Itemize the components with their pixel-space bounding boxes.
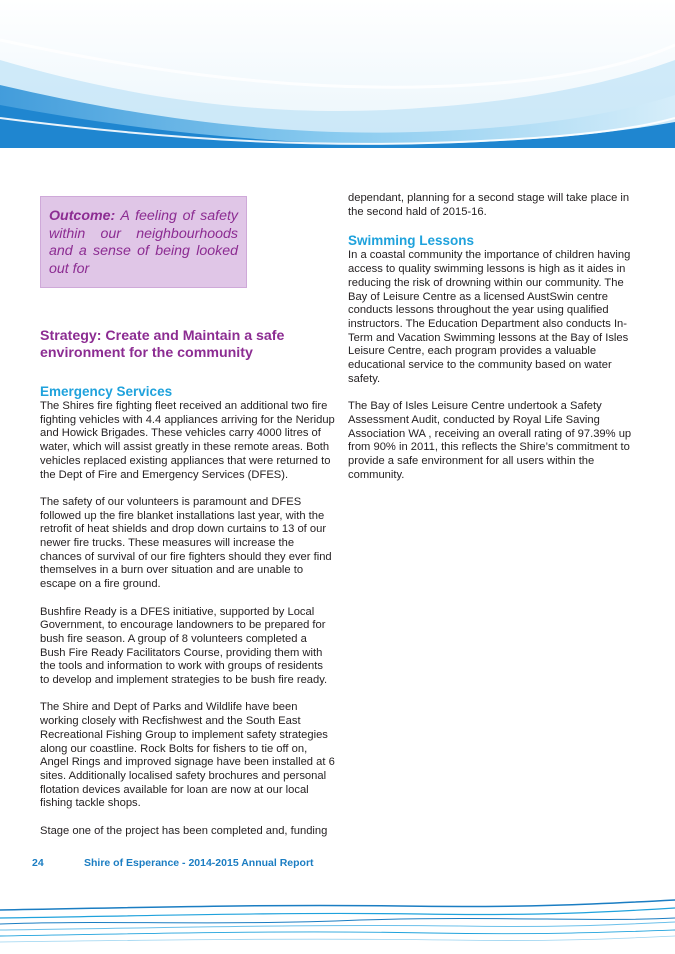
outcome-text [49, 208, 238, 278]
emergency-paragraph: The Shire and Dept of Parks and Wildlife have been working closely with Recfishwest and the South East Recreational Fishing Group to implement safety strategies along our coastline. Rock Bolts for fishers to tie off on, Angel Rings and improved signage have been installed at 6 sites. Additionally localised safety brochures and personal flotation devices available for loan are now at our local fishing tackle shops. [40, 701, 335, 810]
emergency-paragraph: Bushfire Ready is a DFES initiative, supported by Local Government, to encourage landowners to be prepared for bush fire season. A group of 8 volunteers completed a Bush Fire Ready Facilitators Course, providing them with the tools and information to work with groups of residents to develop and implement strategies to be bush fire ready. [40, 605, 328, 687]
header-wave-graphic [0, 0, 675, 160]
continuation-paragraph: dependant, planning for a second stage will take place in the second hald of 2015-16. [348, 192, 630, 218]
report-title: Shire of Esperance - 2014-2015 Annual Report [84, 857, 314, 869]
outcome-callout [40, 196, 247, 288]
emergency-paragraph: Stage one of the project has been completed and, funding [40, 824, 328, 837]
swimming-lessons-heading: Swimming Lessons [348, 233, 475, 249]
outcome-description: A feeling of safety within our neighbourhoods and a sense of being looked out for [49, 208, 238, 277]
emergency-paragraph: The Shires fire fighting fleet received an additional two fire fighting vehicles with 4.4 appliances arriving for the Neridup and Howick Brigades. These vehicles carry 4000 litres of water, which will assist greatly in these remote areas. Both vehicles replaced existing appliances that were returned to the Dept of Fire and Emergency Services (DFES). [40, 400, 335, 481]
swimming-paragraph: In a coastal community the importance of children having access to quality swimming lessons is high as it aides in reducing the risk of drowning within our community. The Bay of Leisure Centre as a licensed AustSwin centre conducts lessons throughout the year using qualified instructors. The Education Department also conducts In-Term and Vacation Swimming lessons at the Bay of Isles Leisure Centre, each program provides a valuable educational service to the community based on water safety. [348, 249, 631, 385]
strategy-title: Strategy: Create and Maintain a safe environment for the community [40, 328, 285, 361]
swimming-paragraph: The Bay of Isles Leisure Centre undertook a Safety Assessment Audit, conducted by Royal Life Saving Association WA , receiving an overall rating of 97.39% up from 90% in 2011, this reflects the Shire’s commitment to provide a safe environment for all users within the community. [348, 400, 632, 481]
emergency-services-heading: Emergency Services [40, 384, 173, 399]
outcome-label: Outcome: [49, 208, 116, 224]
page-footer [32, 857, 314, 869]
page-number: 24 [32, 857, 44, 869]
emergency-paragraph: The safety of our volunteers is paramount and DFES followed up the fire blanket installations last year, with the retrofit of heat shields and drop down curtains to 13 of our newer fire trucks. These measures will increase the chances of survival of our fire fighters should they ever find themselves in a burn over situation and are unable to escape on a fire ground. [40, 495, 332, 591]
left-column [40, 196, 335, 838]
footer-wave-graphic [0, 890, 675, 954]
right-column [348, 192, 638, 496]
